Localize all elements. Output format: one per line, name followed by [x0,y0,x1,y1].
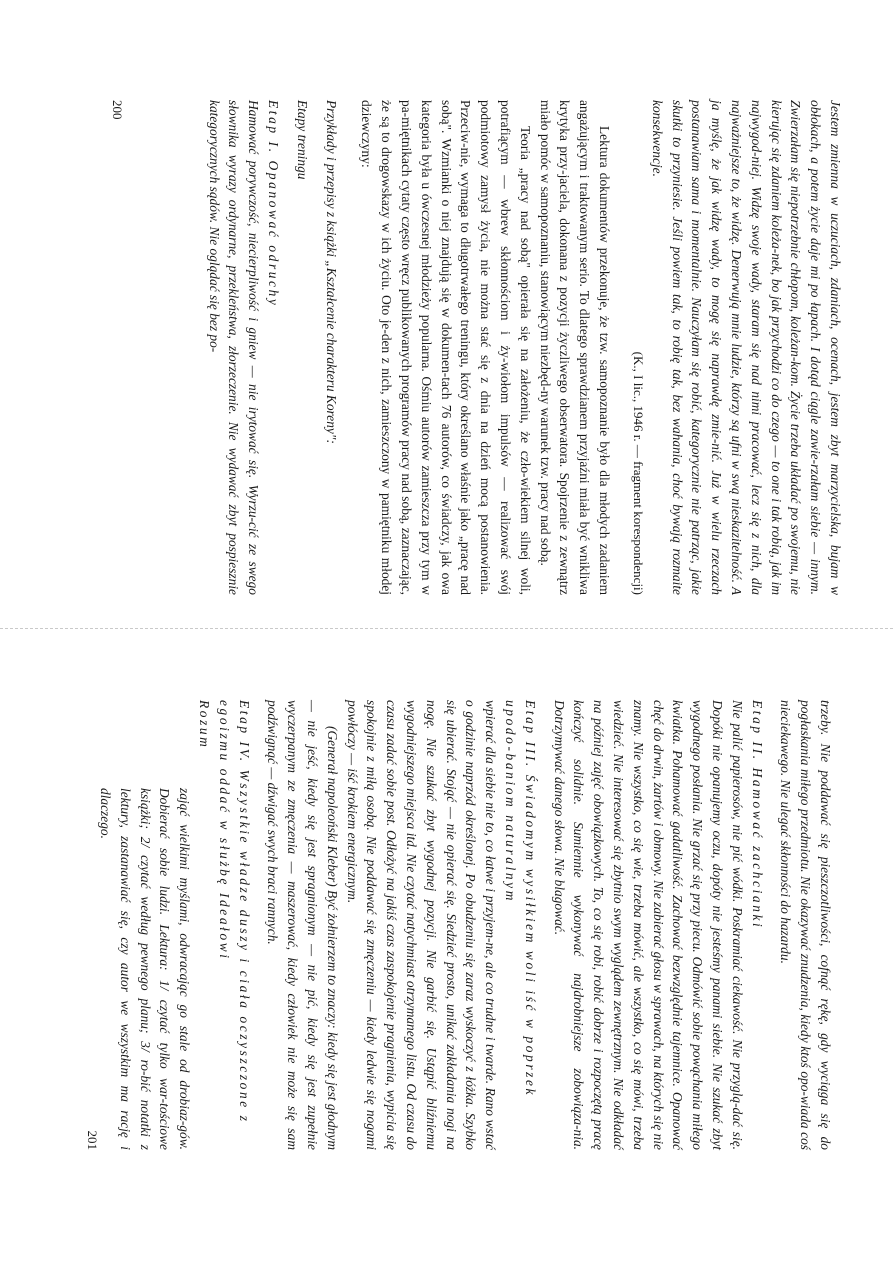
stage-3-title: Etap III. Świadomym wysiłkiem woli iść w poprzek upodo-baniom naturalnym [503,700,538,1098]
napoleon-quote: (Generał napoleoński Kleber) Być żołnierzem to znaczy: kiedy się jest głodnym — nie jeść, kiedy się jest spragnionym — nie pić, kiedy się jest zupełnie wyczerpanym ze zmęczenia — maszerować, kiedy człowiek nie może się sam podźwignąć — dźwigać swych braci rannych. [265,700,340,1150]
right-page [55,700,835,1150]
stage-2-title: Etap II. Hamować zachcianki [749,700,765,930]
stage-2-text: Nie palić papierosów, nie pić wódki. Poskramiać ciekawość. Nie przyglą-dać się. Dopóki nie opanujemy oczu, dopóty nie jesteśmy panami siebie. Nie szukać zbyt wygodnego posłania. Nie grzać się przy piecu. Odmówić sobie powąchania miłego kwiatka. Pohamować gadatliwość. Zachować bezwzględnie tajemnice. Opanować chęć do drwin, żartów i obmowy. Nie zabierać głosu w sprawach, na których się nie znamy. Nie wszystko, co się wie, trzeba mówić, ale wszystko, co się mówi, trzeba wiedzieć. Nie interesować się zbytnio swym wyglądem zewnętrznym. Nie odkładać na później zajęć obowiązkowych. To, co się robi, robić dobrze i rozpoczętą pracę kończyć solidnie. Sumiennie wykonywać najdrobniejsze zobowiąza-nia. Dotrzymywać danego słowa. Nie blagować. [551,700,745,1150]
page-number: 201 [85,1130,100,1150]
page-number: 200 [110,100,125,120]
stage-3-text: wpierać dla siebie nie to, co łatwe i przyjem-ne, ale co trudne i twarde. Rano wstać o godzinie naprzód określonej. Po obudzeniu się zaraz wyskoczyć z łóżka. Szybko się ubierać. Stojąć — nie opierać się. Siedzieć prosto, unikać zakładania nogi na nogę. Nie szukać zbyt wygodnej pozycji. Nie garbić się. Ustąpić bliźniemu wygodniejszego miejsca itd. Nie czytać natychmiast otrzymanego listu. Od czasu do czasu zadać sobie post. Odłożyć na jakiś czas zaspokojenie pragnienia, wypicia się spokojnie z miłą osobą. Nie poddawać się zmęczeniu — kiedy ledwie się nogami powłóczy — iść krokiem energicznym. [344,700,499,1150]
page-fold [0,628,893,630]
stage-4-title: Etap IV. Wszystkie władze duszy i ciała oczyszczone z egoizmu oddać w służbę Ideałowi [216,700,252,1124]
quote-text: Jestem zmienna w uczuciach, zdaniach, ocenach, jestem zbyt marzycielska, bujam w obłokach, a potem życie daje mi po łapach. I dotąd ciągle zawie-rzałam siebie — innym. Zwierzałam się niepotrzebnie chłopom, koleżan-kom. Życie trzeba układać po swojemu, nie kierując się zdaniem koleża-nek, bo jak przychodzi co do czego — to one i tak robią, jak im najwygod-niej. Widzę swoje wady, staram się nad nimi pracować, lecz się z nich, dla najważniejsze to, że widzę. Denerwują mnie ludzie, którzy są ufni w swą nieskazitelność. A ja myślę, że jak widzę wady, to mogę się naprawdę zmie-nić. Już w wielu rzeczach postanawiam sama i momentalnie. Nauczyłam się robić, kategorycznie nie patrząc, jakie skutki to przyniesie. Jeśli powiem tak, to robię tak, bez wahania, choć bywają rozmaite konsekwencje. [649,100,843,595]
training-heading: Etapy treningu [294,100,310,180]
continuation-text: trzeby. Nie poddawać się pieszczotliwości, cofnąć rękę, gdy wyciąga się do pogłaskania miłego przedmiotu. Nie okazywać znudzenia, kiedy ktoś opo-wiada coś nieciekawego. Nie ulegać skłonności do hazardu. [778,700,833,1150]
body-paragraph-2: Teoria „pracy nad sobą" opierała się na założeniu, że czło-wiekiem silnej woli, potrafiącym — wbrew skłonnościom i ży-wiołom impulsów — realizować swój podmiotowy zamysł życia, nie można stać się z dnia na dzień mocą postanowienia. Przeciw-nie, wymaga to długotrwałego treningu, który określano właśnie jako „pracę nad sobą". Wzmianki o niej znajdują się w dokumen-tach 76 autorów, co świadczy, jak owa kategoria była u ówczesnej młodzieży popularna. Ośmiu autorów zamieszcza przy tym w pa-miętnikach cytaty często wręcz publikowanych programów pracy nad sobą, zaznaczając, że są to drogowskazy w ich życiu. Oto je-den z nich, zamieszczony w pamiętniku młodej dziewczyny: [359,100,533,595]
rozum-text: zająć wielkimi myślami, odwracając go stale od drobiaz-gów. Dobierać sobie ludzi. Lektura: 1/ czytać tylko war-tościowe książki; 2/ czytać według pewnego planu; 3/ ro-bić notatki z lektury, zastanawiać się, czy autor we wszystkim ma rację i dlaczego. [98,788,193,1150]
quote-source: (K., I lic., 1946 r. — fragment korespondencji) [631,351,647,595]
examples-heading: Przykłady i przepisy z książki „Kształcenie charakteru Koreny": [323,100,339,444]
stage-1-title: Etap I. Opanować odruchy [266,100,282,308]
stage-1-text: Hamować porywczość, niecierpliwość i gniew — nie irytować się. Wyrzu-cić ze swego słownika wyrazy ordynarne, przekleństwa, złorzeczenie. Nie wydawać zbyt pospiesznie kategorycznych sądów. Nie oglądać się bez po- [206,100,262,595]
rozum-label: Rozum [197,700,213,750]
body-paragraph-1: Lektura dokumentów przekonuje, że tzw. samopoznanie było dla młodych zadaniem angażującym i traktowanym serio. To dlatego sprawdzianem przyjaźni miała być wnikliwa krytyka przy-jaciela, dokonana z pozycji życzliwego obserwatora. Spojrzenie z zewnątrz miało pomóc w samopoznaniu, stanowiącym niezbęd-ny warunek tzw. pracy nad sobą. [537,100,613,595]
left-page [75,100,845,595]
